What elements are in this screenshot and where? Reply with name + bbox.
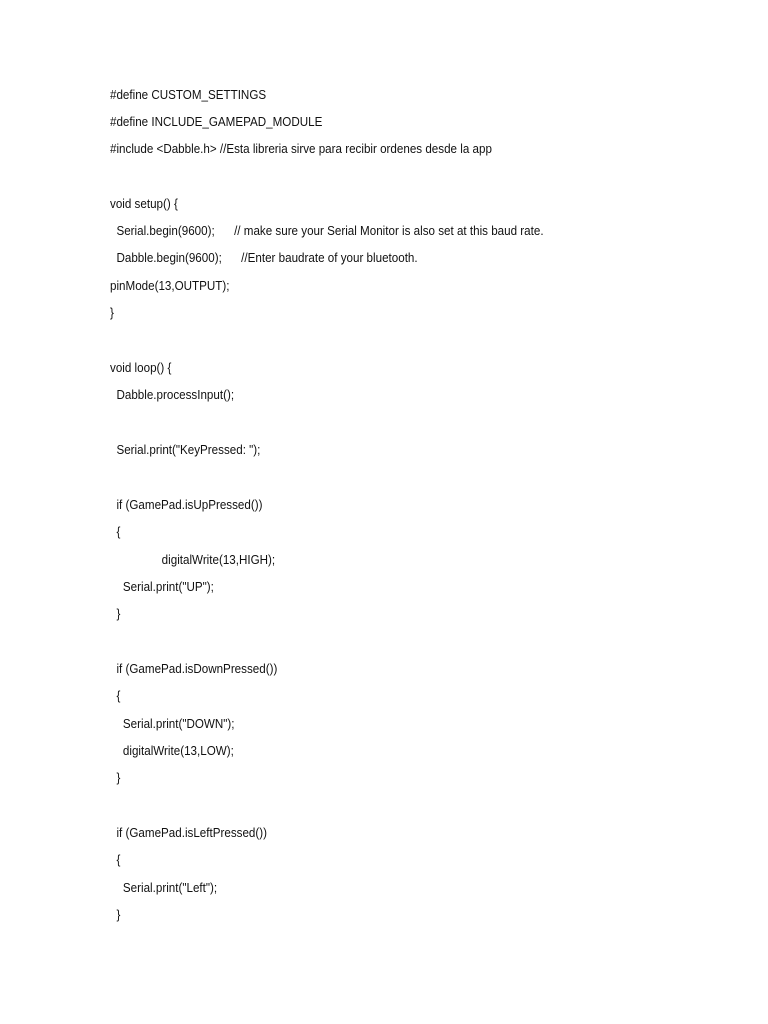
code-line: #include <Dabble.h> //Esta libreria sirve para recibir ordenes desde la app (110, 142, 492, 156)
code-line: if (GamePad.isLeftPressed()) (110, 826, 267, 840)
code-line: } (110, 306, 114, 320)
code-line: digitalWrite(13,LOW); (110, 744, 234, 758)
code-line: Dabble.begin(9600); //Enter baudrate of your bluetooth. (110, 251, 418, 265)
code-line: pinMode(13,OUTPUT); (110, 279, 230, 293)
code-line: { (110, 525, 121, 539)
code-line: { (110, 853, 121, 867)
code-line: Serial.print("DOWN"); (110, 717, 235, 731)
code-line: if (GamePad.isDownPressed()) (110, 662, 278, 676)
code-line: } (110, 771, 121, 785)
code-line: Serial.print("UP"); (110, 580, 214, 594)
code-line: void loop() { (110, 361, 172, 375)
code-line: #define CUSTOM_SETTINGS (110, 88, 267, 102)
code-line: Dabble.processInput(); (110, 388, 235, 402)
code-line: Serial.begin(9600); // make sure your Serial Monitor is also set at this baud rate. (110, 224, 544, 238)
code-line: } (110, 607, 121, 621)
code-line: Serial.print("Left"); (110, 881, 218, 895)
code-line: { (110, 689, 121, 703)
code-line: void setup() { (110, 197, 178, 211)
code-line: Serial.print("KeyPressed: "); (110, 443, 261, 457)
code-line: } (110, 908, 121, 922)
code-line: #define INCLUDE_GAMEPAD_MODULE (110, 115, 323, 129)
code-line: if (GamePad.isUpPressed()) (110, 498, 263, 512)
code-line: digitalWrite(13,HIGH); (110, 553, 276, 567)
